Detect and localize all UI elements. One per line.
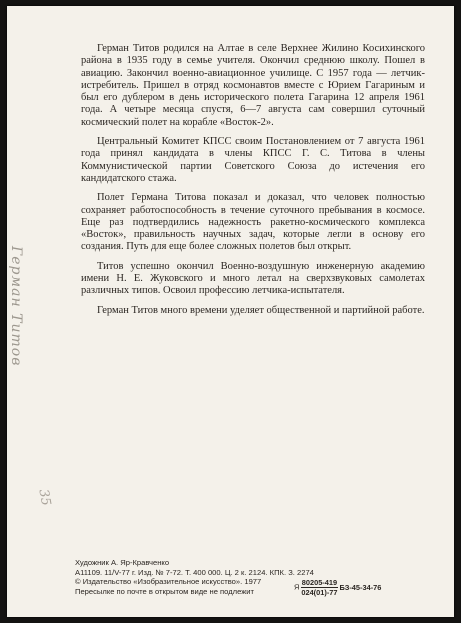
postcard-back [7, 6, 454, 617]
handwritten-name: Герман Титов [8, 246, 24, 367]
catalog-code-numerator: 80205-419 [301, 578, 338, 587]
catalog-code-denominator: 024(01)-77 [301, 588, 338, 597]
paragraph-biography: Герман Титов родился на Алтае в селе Верхнее Жилино Косихинского района в 1935 году в семье учителя. Окончил среднюю школу. Пошел в авиацию. Закончил военно-авиационное училище. С 1957 года — летчик-истребитель. Пришел в отряд космонавтов вместе с Юрием Гагариным и был его дублером в день исторического полета Гагарина 12 апреля 1961 года. А четыре месяца спустя, 6—7 августа сам совершил суточный космический полет на корабле «Восток-2». [81, 43, 425, 128]
publisher-imprint [75, 558, 425, 596]
catalog-code [294, 578, 381, 597]
artist-credit: Художник А. Яр-Кравченко [75, 558, 170, 567]
biography-text [81, 43, 425, 324]
paragraph-public-work: Герман Титов много времени уделяет общественной и партийной работе. [97, 304, 425, 316]
catalog-code-suffix: БЗ-45-34-76 [339, 582, 382, 592]
copyright-line: © Издательство «Изобразительное искусство». 1977 [75, 577, 262, 587]
print-details: А11109. 11/V-77 г. Изд. № 7-72. Т. 400 000. Ц. 2 к. 2124. КПК. З. 2274 [75, 567, 314, 577]
handwritten-mark: 35 [35, 488, 54, 507]
paragraph-party-membership: Центральный Комитет КПСС своим Постановлением от 7 августа 1961 года принял кандидата в члены КПСС Г. С. Титова в члены Коммунистической партии Советского Союза до истечения его кандидатского стажа. [81, 136, 425, 184]
paragraph-academy: Титов успешно окончил Военно-воздушную инженерную академию имени Н. Е. Жуковского и много летал на сверхзвуковых самолетах различных типов. Освоил профессию летчика-испытателя. [81, 260, 425, 297]
paragraph-flight-results: Полет Германа Титова показал и доказал, что человек полностью сохраняет работоспособность в течение суточного пребывания в космосе. Еще раз подтвердились надежность ракетно-космического комплекса «Восток», правильность научных задач, которые легли в основу его создания. Путь для еще более сложных полетов был открыт. [81, 192, 425, 253]
catalog-code-prefix: Я [294, 582, 300, 592]
postal-note: Пересылке по почте в открытом виде не подлежит [75, 586, 255, 596]
